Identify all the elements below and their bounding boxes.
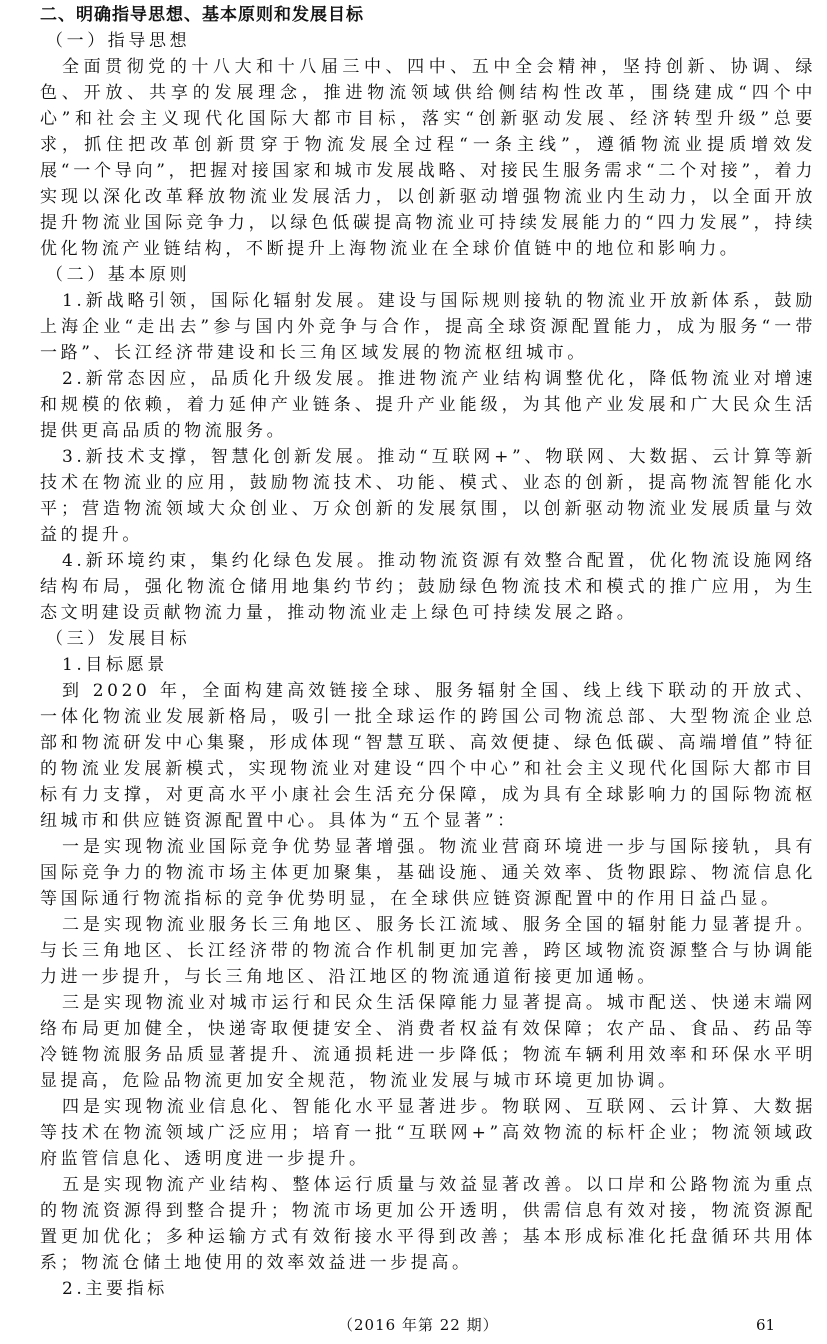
paragraph: 四是实现物流业信息化、智能化水平显著进步。物联网、互联网、云计算、大数据等技术在物流领域广泛应用；培育一批“互联网+”高效物流的标杆企业；物流领域政府监管信息化、透明度进一步提升。 [40,1097,816,1169]
paragraph: 到 2020 年，全面构建高效链接全球、服务辐射全国、线上线下联动的开放式、一体化物流业发展新格局，吸引一批全球运作的跨国公司物流总部、大型物流企业总部和物流研发中心集聚，形成体现“智慧互联、高效便捷、绿色低碳、高端增值”特征的物流业发展新模式，实现物流业对建设“四个中心”和社会主义现代化国际大都市目标有力支撑，对更高水平小康社会生活充分保障，成为具有全球影响力的国际物流枢纽城市和供应链资源配置中心。具体为“五个显著”： [40,681,816,831]
paragraph: 三是实现物流业对城市运行和民众生活保障能力显著提高。城市配送、快递末端网络布局更加健全，快递寄取便捷安全、消费者权益有效保障；农产品、食品、药品等冷链物流服务品质显著提升、流通损耗进一步降低；物流车辆利用效率和环保水平明显提高，危险品物流更加安全规范，物流业发展与城市环境更加协调。 [40,993,816,1091]
subheading-guiding-ideology: （一）指导思想 [46,31,191,51]
item-heading-main-indicators: 2.主要指标 [62,1279,168,1299]
issue-label: （2016 年第 22 期） [338,1316,499,1334]
document-page [40,0,816,1302]
paragraph: 1.新战略引领，国际化辐射发展。建设与国际规则接轨的物流业开放新体系，鼓励上海企业“走出去”参与国内外竞争与合作，提高全球资源配置能力，成为服务“一带一路”、长江经济带建设和长三角区域发展的物流枢纽城市。 [40,291,816,363]
paragraph: 全面贯彻党的十八大和十八届三中、四中、五中全会精神，坚持创新、协调、绿色、开放、共享的发展理念，推进物流领域供给侧结构性改革，围绕建成“四个中心”和社会主义现代化国际大都市目标，落实“创新驱动发展、经济转型升级”总要求，抓住把改革创新贯穿于物流发展全过程“一条主线”，遵循物流业提质增效发展“一个导向”，把握对接国家和城市发展战略、对接民生服务需求“二个对接”，着力实现以深化改革释放物流业发展活力，以创新驱动增强物流业内生动力，以全面开放提升物流业国际竞争力，以绿色低碳提高物流业可持续发展能力的“四力发展”，持续优化物流产业链结构，不断提升上海物流业在全球价值链中的地位和影响力。 [40,57,816,259]
paragraph: 五是实现物流产业结构、整体运行质量与效益显著改善。以口岸和公路物流为重点的物流资源得到整合提升；物流市场更加公开透明，供需信息有效对接，物流资源配置更加优化；多种运输方式有效衔接水平得到改善；基本形成标准化托盘循环共用体系；物流仓储土地使用的效率效益进一步提高。 [40,1175,816,1273]
paragraph: 一是实现物流业国际竞争优势显著增强。物流业营商环境进一步与国际接轨，具有国际竞争力的物流市场主体更加聚集，基础设施、通关效率、货物跟踪、物流信息化等国际通行物流指标的竞争优势明显，在全球供应链资源配置中的作用日益凸显。 [40,837,816,909]
paragraph: 2.新常态因应，品质化升级发展。推进物流产业结构调整优化，降低物流业对增速和规模的依赖，着力延伸产业链条、提升产业能级，为其他产业发展和广大民众生活提供更高品质的物流服务。 [40,369,816,441]
section-title: 二、明确指导思想、基本原则和发展目标 [40,5,364,25]
page-footer [0,1314,827,1344]
subheading-basic-principles: （二）基本原则 [46,265,191,285]
item-heading-vision: 1.目标愿景 [62,655,168,675]
subheading-development-goals: （三）发展目标 [46,629,191,649]
page-number: 61 [756,1316,776,1334]
paragraph: 二是实现物流业服务长三角地区、服务长江流域、服务全国的辐射能力显著提升。与长三角地区、长江经济带的物流合作机制更加完善，跨区域物流资源整合与协调能力进一步提升，与长三角地区、沿江地区的物流通道衔接更加通畅。 [40,915,816,987]
paragraph: 4.新环境约束，集约化绿色发展。推动物流资源有效整合配置，优化物流设施网络结构布局，强化物流仓储用地集约节约；鼓励绿色物流技术和模式的推广应用，为生态文明建设贡献物流力量，推动物流业走上绿色可持续发展之路。 [40,551,816,623]
paragraph: 3.新技术支撑，智慧化创新发展。推动“互联网+”、物联网、大数据、云计算等新技术在物流业的应用，鼓励物流技术、功能、模式、业态的创新，提高物流智能化水平；营造物流领域大众创业、万众创新的发展氛围，以创新驱动物流业发展质量与效益的提升。 [40,447,816,545]
